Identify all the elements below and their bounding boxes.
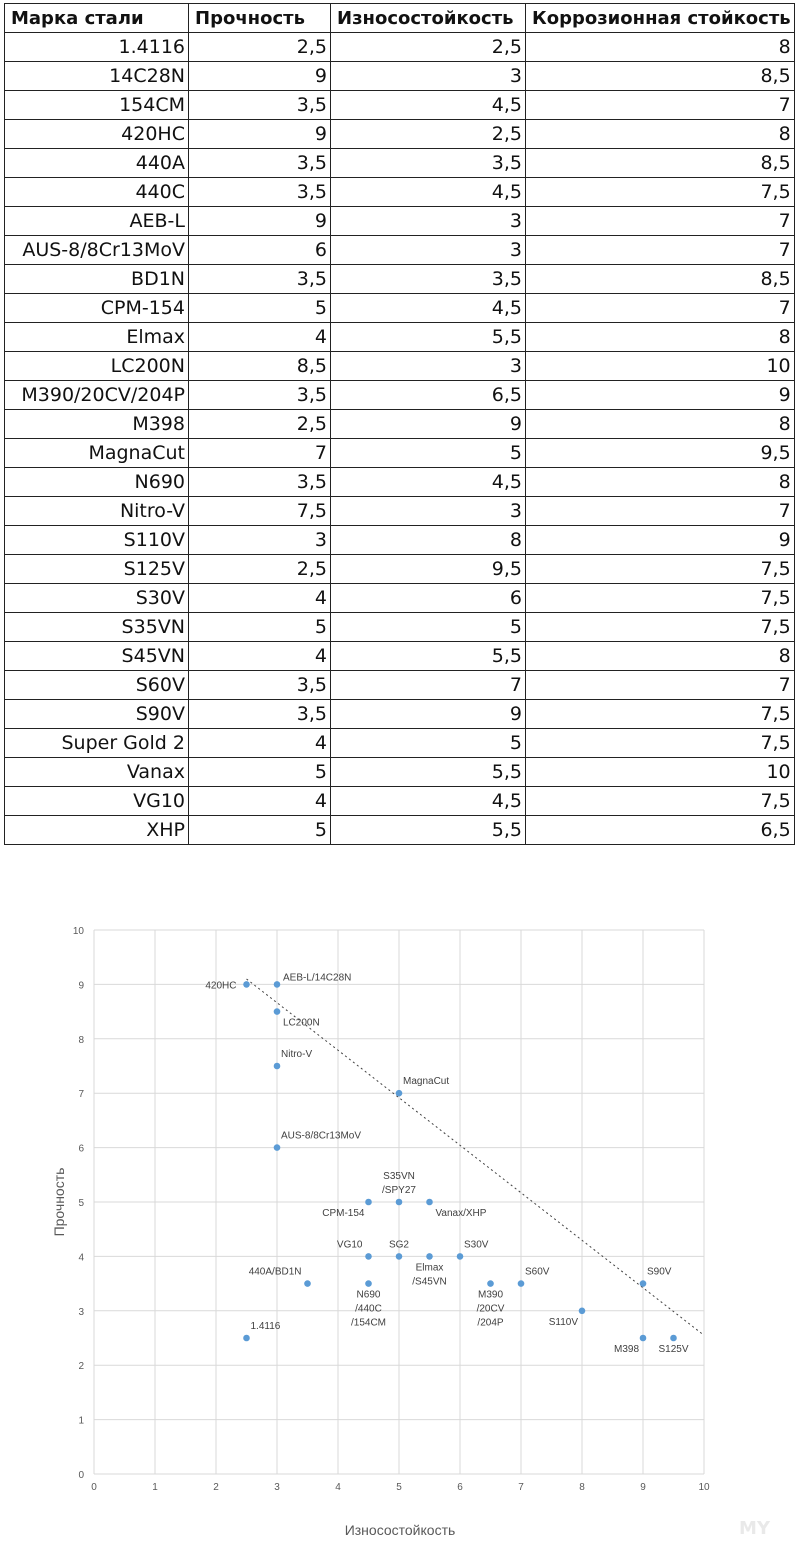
corrosion-resistance-cell: 7,5 [526,700,795,729]
steel-grade-cell: MagnaCut [5,439,189,468]
data-point [487,1280,494,1287]
wear-resistance-cell: 3 [331,497,526,526]
steel-grade-cell: AUS-8/8Cr13MoV [5,236,189,265]
table-row [5,178,795,207]
toughness-cell: 3,5 [189,265,331,294]
corrosion-resistance-cell: 7,5 [526,555,795,584]
point-label: S125V [658,1344,689,1355]
toughness-cell: 3,5 [189,700,331,729]
scatter-chart [0,910,800,1545]
steel-grade-cell: M398 [5,410,189,439]
y-tick-label: 8 [78,1034,84,1046]
data-point [365,1199,372,1206]
point-label: MagnaCut [403,1076,450,1088]
wear-resistance-cell: 3 [331,62,526,91]
corrosion-resistance-cell: 10 [526,758,795,787]
point-label: Elmax [415,1262,444,1274]
toughness-cell: 3,5 [189,149,331,178]
table-row [5,236,795,265]
table-row [5,149,795,178]
table-header-row [5,4,795,33]
wear-resistance-cell: 5 [331,439,526,468]
steel-grade-cell: S110V [5,526,189,555]
point-label: Nitro-V [281,1049,313,1060]
wear-resistance-cell: 9 [331,410,526,439]
table-row [5,381,795,410]
data-point [396,1253,403,1260]
x-axis-title: Износостойкость [344,1522,456,1538]
data-point [396,1199,403,1206]
table-row [5,613,795,642]
toughness-cell: 3,5 [189,91,331,120]
y-tick-label: 3 [78,1306,84,1318]
y-axis-title: Прочность [51,1167,67,1237]
table-row [5,816,795,845]
table-row [5,700,795,729]
point-label: /S45VN [412,1276,447,1288]
corrosion-resistance-cell: 8,5 [526,62,795,91]
steel-grade-cell: S45VN [5,642,189,671]
x-tick-label: 1 [152,1482,158,1493]
corrosion-resistance-cell: 8,5 [526,149,795,178]
data-point [365,1280,372,1287]
wear-resistance-cell: 4,5 [331,294,526,323]
wear-resistance-cell: 5,5 [331,642,526,671]
corrosion-resistance-cell: 8 [526,642,795,671]
toughness-cell: 4 [189,642,331,671]
corrosion-resistance-cell: 8 [526,410,795,439]
point-label: S110V [548,1316,578,1328]
point-label: /204P [477,1317,504,1329]
corrosion-resistance-cell: 8 [526,120,795,149]
wear-resistance-cell: 3,5 [331,265,526,294]
data-point [274,1008,281,1015]
corrosion-resistance-cell: 9 [526,526,795,555]
table-row [5,439,795,468]
header-wear-resistance: Износостойкость [331,4,526,33]
wear-resistance-cell: 8 [331,526,526,555]
wear-resistance-cell: 6,5 [331,381,526,410]
point-label: AEB-L/14C28N [283,972,352,984]
corrosion-resistance-cell: 7 [526,236,795,265]
steel-grade-cell: 154CM [5,91,189,120]
corrosion-resistance-cell: 7,5 [526,178,795,207]
wear-resistance-cell: 2,5 [331,33,526,62]
table-row [5,468,795,497]
toughness-cell: 5 [189,816,331,845]
corrosion-resistance-cell: 7,5 [526,729,795,758]
wear-resistance-cell: 5 [331,613,526,642]
toughness-cell: 5 [189,613,331,642]
y-tick-label: 6 [78,1143,84,1155]
wear-resistance-cell: 4,5 [331,91,526,120]
x-tick-label: 3 [274,1482,280,1493]
steel-grade-cell: 440C [5,178,189,207]
point-label: M398 [613,1344,639,1355]
toughness-cell: 9 [189,120,331,149]
corrosion-resistance-cell: 7 [526,91,795,120]
corrosion-resistance-cell: 7,5 [526,584,795,613]
table-row [5,758,795,787]
y-tick-label: 5 [78,1198,84,1209]
table-row [5,787,795,816]
wear-resistance-cell: 4,5 [331,178,526,207]
wear-resistance-cell: 5,5 [331,816,526,845]
steel-grade-cell: LC200N [5,352,189,381]
toughness-cell: 5 [189,758,331,787]
toughness-cell: 2,5 [189,555,331,584]
y-tick-label: 10 [72,926,84,937]
table-row [5,584,795,613]
table-row [5,497,795,526]
table-row [5,729,795,758]
table-row [5,323,795,352]
table-row [5,410,795,439]
data-point [640,1335,647,1342]
toughness-cell: 3,5 [189,381,331,410]
data-point [304,1280,311,1287]
point-label: CPM-154 [322,1208,365,1219]
toughness-cell: 4 [189,787,331,816]
data-point [426,1253,433,1260]
steel-grade-cell: XHP [5,816,189,845]
point-label: Vanax/XHP [435,1208,487,1219]
point-label: /20CV [476,1303,505,1315]
y-tick-label: 4 [78,1252,84,1264]
point-label: SG2 [388,1239,410,1251]
steel-grade-cell: Elmax [5,323,189,352]
y-tick-label: 0 [78,1470,84,1481]
table-row [5,671,795,700]
table-row [5,207,795,236]
wear-resistance-cell: 7 [331,671,526,700]
x-tick-label: 8 [579,1482,585,1493]
table-body [5,33,795,845]
point-label: /154CM [350,1317,387,1329]
point-label: S60V [525,1266,550,1278]
data-point [365,1253,372,1260]
y-tick-label: 2 [78,1361,84,1373]
header-toughness: Прочность [189,4,331,33]
toughness-cell: 9 [189,62,331,91]
steel-grade-cell: 1.4116 [5,33,189,62]
toughness-cell: 4 [189,584,331,613]
corrosion-resistance-cell: 9,5 [526,439,795,468]
table-row [5,555,795,584]
data-point [457,1253,464,1260]
toughness-cell: 2,5 [189,410,331,439]
x-tick-label: 7 [518,1482,524,1493]
corrosion-resistance-cell: 9 [526,381,795,410]
steel-grade-cell: Vanax [5,758,189,787]
steel-grade-cell: M390/20CV/204P [5,381,189,410]
header-corrosion-resistance: Коррозионная стойкость [526,4,795,33]
corrosion-resistance-cell: 10 [526,352,795,381]
corrosion-resistance-cell: 8 [526,468,795,497]
data-point [274,981,281,988]
corrosion-resistance-cell: 6,5 [526,816,795,845]
table-row [5,352,795,381]
wear-resistance-cell: 5,5 [331,758,526,787]
steel-grade-cell: 440A [5,149,189,178]
wear-resistance-cell: 4,5 [331,787,526,816]
point-label: /SPY27 [382,1185,416,1196]
x-tick-label: 9 [640,1482,646,1493]
steel-grade-cell: AEB-L [5,207,189,236]
data-point [640,1280,647,1287]
toughness-cell: 8,5 [189,352,331,381]
point-label: S30V [464,1239,489,1251]
point-label: 420HC [205,980,237,992]
chart-point-labels [205,972,688,1355]
toughness-cell: 4 [189,729,331,758]
toughness-cell: 2,5 [189,33,331,62]
toughness-cell: 3 [189,526,331,555]
table-row [5,294,795,323]
corrosion-resistance-cell: 7 [526,207,795,236]
point-label: 440A/BD1N [248,1266,302,1278]
toughness-cell: 3,5 [189,671,331,700]
wear-resistance-cell: 3 [331,207,526,236]
steel-comparison-table [4,3,795,845]
data-point [243,1335,250,1342]
point-label: AUS-8/8Cr13MoV [281,1130,362,1142]
table-row [5,526,795,555]
steel-grade-cell: Super Gold 2 [5,729,189,758]
data-point [426,1199,433,1206]
steel-grade-cell: N690 [5,468,189,497]
wear-resistance-cell: 3 [331,352,526,381]
toughness-cell: 4 [189,323,331,352]
corrosion-resistance-cell: 7 [526,497,795,526]
steel-grade-cell: Nitro-V [5,497,189,526]
y-tick-label: 1 [78,1415,84,1427]
steel-grade-cell: VG10 [5,787,189,816]
wear-resistance-cell: 9,5 [331,555,526,584]
wear-resistance-cell: 6 [331,584,526,613]
wear-resistance-cell: 3,5 [331,149,526,178]
steel-grade-cell: S90V [5,700,189,729]
toughness-cell: 6 [189,236,331,265]
steel-grade-cell: 420HC [5,120,189,149]
x-tick-label: 10 [698,1482,710,1493]
table-row [5,642,795,671]
steel-grade-cell: CPM-154 [5,294,189,323]
data-point [274,1063,281,1070]
toughness-cell: 3,5 [189,468,331,497]
steel-grade-cell: S30V [5,584,189,613]
data-point [274,1144,281,1151]
steel-grade-cell: S60V [5,671,189,700]
data-point [518,1280,525,1287]
corrosion-resistance-cell: 8 [526,33,795,62]
toughness-cell: 7 [189,439,331,468]
corrosion-resistance-cell: 8 [526,323,795,352]
table-row [5,33,795,62]
steel-grade-cell: BD1N [5,265,189,294]
steel-grade-cell: 14C28N [5,62,189,91]
point-label: N690 [356,1289,381,1301]
y-tick-label: 9 [78,980,84,992]
y-tick-label: 7 [78,1089,84,1101]
toughness-cell: 5 [189,294,331,323]
toughness-cell: 3,5 [189,178,331,207]
point-label: S35VN [383,1171,415,1182]
x-tick-label: 5 [396,1482,402,1493]
corrosion-resistance-cell: 7,5 [526,787,795,816]
toughness-cell: 9 [189,207,331,236]
point-label: VG10 [336,1239,363,1251]
data-point [670,1335,677,1342]
header-steel-grade: Марка стали [5,4,189,33]
x-tick-label: 4 [335,1482,341,1493]
point-label: 1.4116 [250,1321,281,1332]
wear-resistance-cell: 9 [331,700,526,729]
x-tick-label: 2 [213,1482,219,1493]
steel-grade-cell: S35VN [5,613,189,642]
data-point [243,981,250,988]
corrosion-resistance-cell: 8,5 [526,265,795,294]
point-label: LC200N [283,1017,320,1029]
table-row [5,91,795,120]
x-tick-label: 0 [91,1482,97,1493]
trendline [247,979,705,1335]
corrosion-resistance-cell: 7 [526,294,795,323]
wear-resistance-cell: 2,5 [331,120,526,149]
toughness-cell: 7,5 [189,497,331,526]
wear-resistance-cell: 4,5 [331,468,526,497]
chart-ticks [73,926,710,1493]
watermark: MY [739,1518,770,1539]
data-point [579,1308,586,1315]
corrosion-resistance-cell: 7 [526,671,795,700]
x-tick-label: 6 [457,1482,463,1493]
table-row [5,120,795,149]
corrosion-resistance-cell: 7,5 [526,613,795,642]
table-row [5,265,795,294]
point-label: M390 [477,1289,504,1301]
table-row [5,62,795,91]
steel-grade-cell: S125V [5,555,189,584]
data-point [396,1090,403,1097]
wear-resistance-cell: 5,5 [331,323,526,352]
point-label: /440C [355,1303,382,1315]
wear-resistance-cell: 5 [331,729,526,758]
wear-resistance-cell: 3 [331,236,526,265]
point-label: S90V [647,1266,672,1278]
